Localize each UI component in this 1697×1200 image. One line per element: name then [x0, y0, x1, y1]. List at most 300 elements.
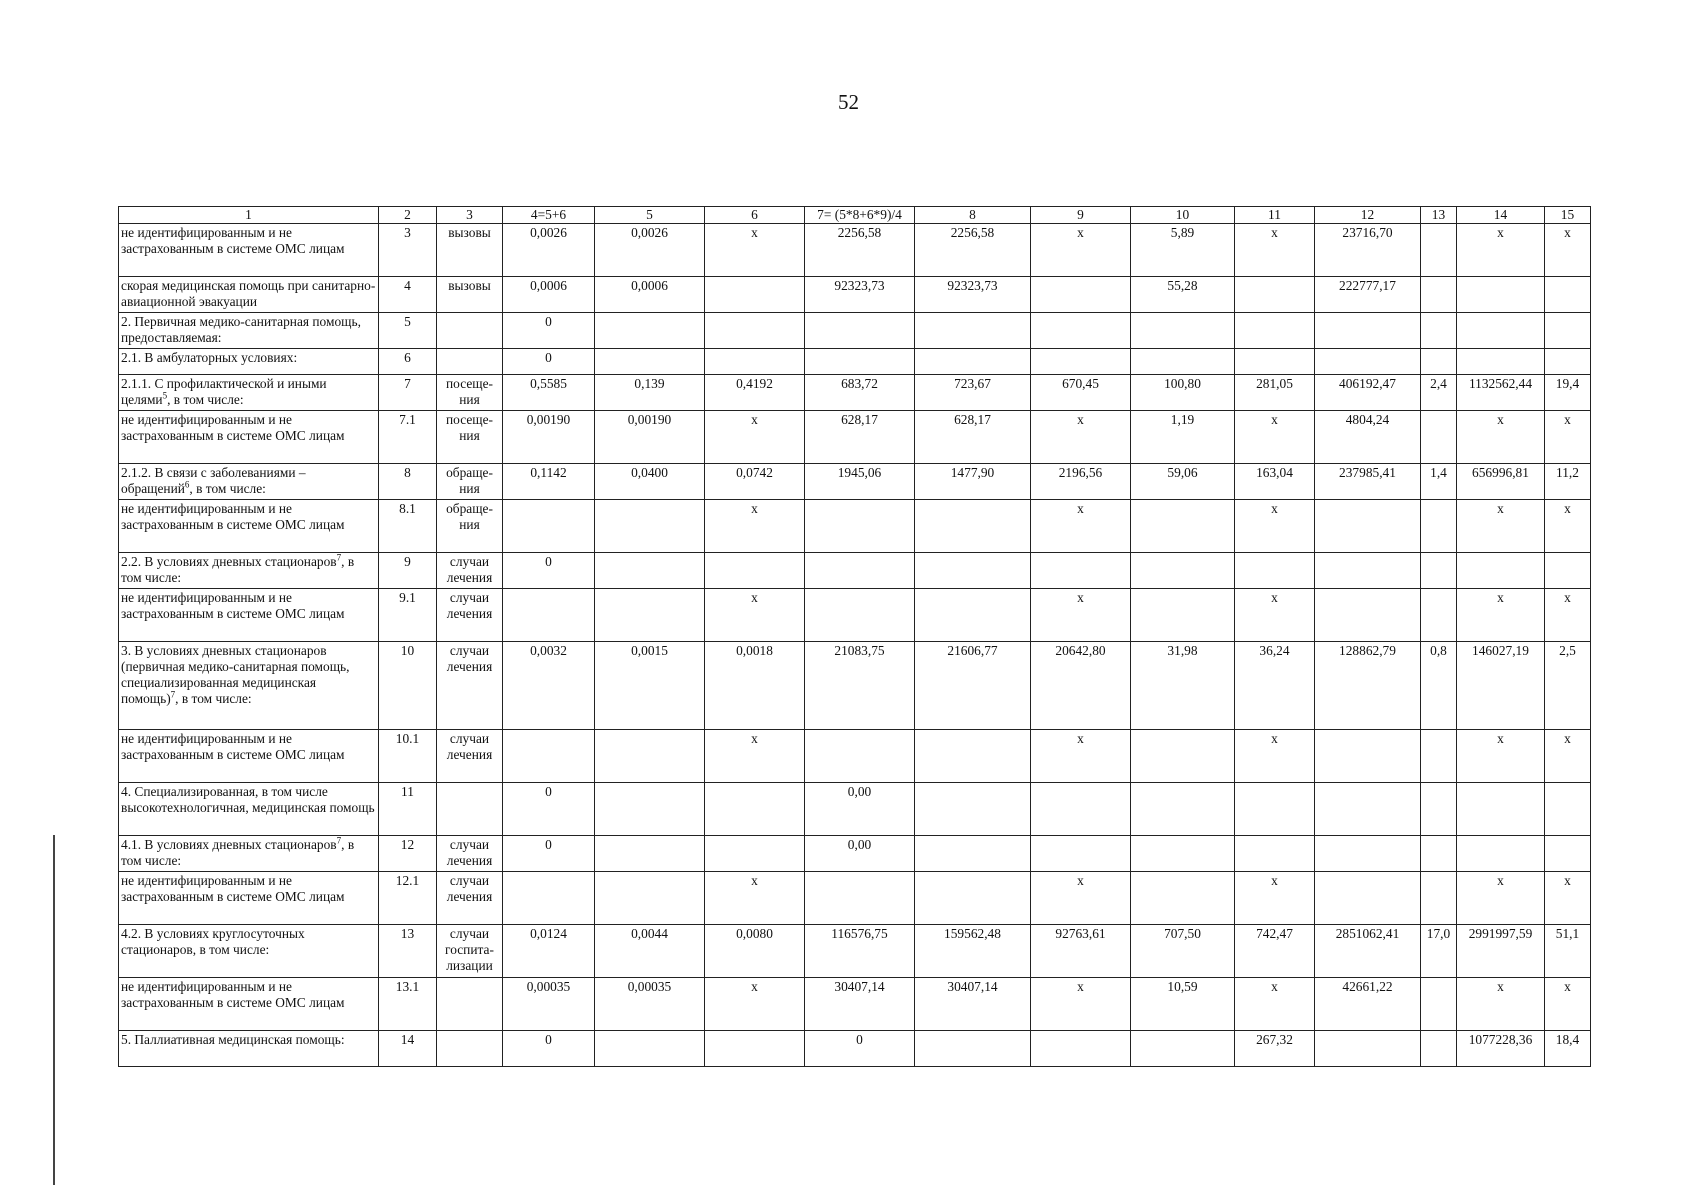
row-number: 12 [379, 836, 437, 872]
value-cell: 0,4192 [705, 375, 805, 411]
value-cell [595, 500, 705, 553]
value-cell: 0,0400 [595, 464, 705, 500]
table-row [119, 783, 1591, 836]
value-cell: 0 [503, 313, 595, 349]
value-cell [915, 836, 1031, 872]
value-cell [1457, 836, 1545, 872]
value-cell [595, 872, 705, 925]
value-cell [1031, 836, 1131, 872]
value-cell: 11,2 [1545, 464, 1591, 500]
footnote-ref: 5 [162, 390, 168, 401]
value-cell: х [1031, 224, 1131, 277]
table-row [119, 464, 1591, 500]
table-row [119, 589, 1591, 642]
value-cell [503, 500, 595, 553]
value-cell [915, 589, 1031, 642]
value-cell: х [1457, 978, 1545, 1031]
table-row [119, 553, 1591, 589]
row-name [119, 783, 379, 836]
value-cell: х [1457, 872, 1545, 925]
value-cell [705, 1031, 805, 1067]
value-cell [1421, 978, 1457, 1031]
header-cell: 15 [1545, 207, 1591, 224]
value-cell: х [1545, 730, 1591, 783]
table-row [119, 730, 1591, 783]
row-name [119, 925, 379, 978]
value-cell: х [705, 978, 805, 1031]
value-cell: х [1457, 730, 1545, 783]
row-name-text: не идентифицированным и не застрахованным в системе ОМС лицам [121, 225, 345, 256]
unit-cell: случаи лечения [437, 872, 503, 925]
value-cell [1315, 783, 1421, 836]
header-cell: 13 [1421, 207, 1457, 224]
value-cell [1421, 1031, 1457, 1067]
value-cell: 0,0018 [705, 642, 805, 730]
value-cell: 237985,41 [1315, 464, 1421, 500]
value-cell [1031, 277, 1131, 313]
row-name-text: не идентифицированным и не застрахованным в системе ОМС лицам [121, 873, 345, 904]
value-cell: 2256,58 [915, 224, 1031, 277]
row-name-text: 4.1. В условиях дневных стационаров [121, 837, 337, 852]
row-name [119, 375, 379, 411]
value-cell: 0,00035 [595, 978, 705, 1031]
row-number: 10 [379, 642, 437, 730]
value-cell: х [705, 224, 805, 277]
value-cell [595, 836, 705, 872]
table-row [119, 836, 1591, 872]
row-name [119, 349, 379, 375]
header-cell: 11 [1235, 207, 1315, 224]
unit-cell: случаи лечения [437, 642, 503, 730]
value-cell: 628,17 [915, 411, 1031, 464]
value-cell [1131, 872, 1235, 925]
value-cell [1235, 349, 1315, 375]
row-name-text: 2.1. В амбулаторных условиях: [121, 350, 298, 365]
value-cell: 1477,90 [915, 464, 1031, 500]
value-cell: 2256,58 [805, 224, 915, 277]
row-name-suffix: , в том числе: [175, 691, 252, 706]
value-cell [595, 730, 705, 783]
value-cell [1457, 313, 1545, 349]
value-cell: 0,0026 [595, 224, 705, 277]
row-name [119, 411, 379, 464]
value-cell [1545, 349, 1591, 375]
row-name-suffix: , в том числе: [167, 392, 244, 407]
value-cell: 31,98 [1131, 642, 1235, 730]
data-table [118, 206, 1591, 1067]
value-cell: 2196,56 [1031, 464, 1131, 500]
value-cell [1131, 730, 1235, 783]
header-cell: 4=5+6 [503, 207, 595, 224]
value-cell [1545, 783, 1591, 836]
row-name-text: 3. В условиях дневных стационаров (первичная медико-санитарная помощь, специализированная медицинская помощь) [121, 643, 350, 706]
unit-cell: случаи лечения [437, 730, 503, 783]
table-body [119, 207, 1591, 1067]
row-name [119, 589, 379, 642]
row-number: 8 [379, 464, 437, 500]
unit-cell: случаи лечения [437, 836, 503, 872]
value-cell: 1,19 [1131, 411, 1235, 464]
row-name-text: 2. Первичная медико-санитарная помощь, предоставляемая: [121, 314, 361, 345]
row-name-suffix: , в том числе: [189, 481, 266, 496]
row-name-text: 2.1.2. В связи с заболеваниями – обращений [121, 465, 306, 496]
value-cell [805, 872, 915, 925]
unit-cell [437, 978, 503, 1031]
value-cell: х [1235, 224, 1315, 277]
row-name [119, 313, 379, 349]
table-row [119, 500, 1591, 553]
value-cell: 683,72 [805, 375, 915, 411]
value-cell: х [1235, 730, 1315, 783]
page-number: 52 [838, 90, 859, 114]
value-cell [1315, 836, 1421, 872]
row-name-suffix: , в том числе: [121, 554, 355, 585]
row-name [119, 224, 379, 277]
value-cell: 267,32 [1235, 1031, 1315, 1067]
value-cell [1421, 872, 1457, 925]
header-cell: 8 [915, 207, 1031, 224]
value-cell [805, 589, 915, 642]
header-cell: 10 [1131, 207, 1235, 224]
value-cell [805, 349, 915, 375]
unit-cell [437, 349, 503, 375]
row-number: 9 [379, 553, 437, 589]
value-cell: 0,0080 [705, 925, 805, 978]
value-cell: 116576,75 [805, 925, 915, 978]
value-cell [1131, 553, 1235, 589]
value-cell: 36,24 [1235, 642, 1315, 730]
value-cell: 0 [503, 349, 595, 375]
value-cell: 1132562,44 [1457, 375, 1545, 411]
value-cell [1421, 783, 1457, 836]
value-cell: 0 [503, 836, 595, 872]
value-cell: 42661,22 [1315, 978, 1421, 1031]
row-number: 10.1 [379, 730, 437, 783]
value-cell: 656996,81 [1457, 464, 1545, 500]
value-cell [1315, 730, 1421, 783]
value-cell [1031, 553, 1131, 589]
value-cell: х [705, 500, 805, 553]
value-cell [595, 349, 705, 375]
table-row [119, 411, 1591, 464]
value-cell: 0,00190 [503, 411, 595, 464]
scan-edge-line [53, 835, 55, 1185]
value-cell [805, 313, 915, 349]
footnote-ref: 7 [336, 835, 342, 846]
value-cell [1315, 589, 1421, 642]
value-cell: 2991997,59 [1457, 925, 1545, 978]
value-cell: 723,67 [915, 375, 1031, 411]
value-cell [915, 872, 1031, 925]
value-cell [1031, 313, 1131, 349]
value-cell: х [1235, 500, 1315, 553]
row-number: 9.1 [379, 589, 437, 642]
value-cell [503, 872, 595, 925]
value-cell [1031, 783, 1131, 836]
value-cell: 10,59 [1131, 978, 1235, 1031]
value-cell: х [1545, 500, 1591, 553]
value-cell [1421, 313, 1457, 349]
footnote-ref: 6 [184, 479, 190, 490]
header-cell: 1 [119, 207, 379, 224]
value-cell: х [1545, 589, 1591, 642]
value-cell: 0,00 [805, 783, 915, 836]
value-cell: 0,00190 [595, 411, 705, 464]
value-cell: 0 [503, 783, 595, 836]
value-cell [1235, 836, 1315, 872]
header-cell: 14 [1457, 207, 1545, 224]
value-cell: 92323,73 [915, 277, 1031, 313]
value-cell: 0,0026 [503, 224, 595, 277]
value-cell [1131, 1031, 1235, 1067]
value-cell [1131, 500, 1235, 553]
value-cell [595, 313, 705, 349]
value-cell [1315, 313, 1421, 349]
table-row [119, 224, 1591, 277]
value-cell [1457, 783, 1545, 836]
value-cell: 128862,79 [1315, 642, 1421, 730]
row-name-text: не идентифицированным и не застрахованным в системе ОМС лицам [121, 979, 345, 1010]
value-cell: 222777,17 [1315, 277, 1421, 313]
row-name [119, 730, 379, 783]
row-name [119, 978, 379, 1031]
value-cell: х [1031, 872, 1131, 925]
value-cell [1131, 783, 1235, 836]
header-cell: 12 [1315, 207, 1421, 224]
value-cell [1421, 224, 1457, 277]
value-cell [915, 500, 1031, 553]
value-cell: 19,4 [1545, 375, 1591, 411]
value-cell: 406192,47 [1315, 375, 1421, 411]
value-cell [1235, 313, 1315, 349]
table-row [119, 642, 1591, 730]
unit-cell: посеще-ния [437, 375, 503, 411]
value-cell: 23716,70 [1315, 224, 1421, 277]
value-cell: х [705, 730, 805, 783]
row-name-text: 4.2. В условиях круглосуточных стационаров, в том числе: [121, 926, 305, 957]
row-number: 13 [379, 925, 437, 978]
value-cell: 628,17 [805, 411, 915, 464]
value-cell: 17,0 [1421, 925, 1457, 978]
value-cell: х [1235, 411, 1315, 464]
row-name [119, 464, 379, 500]
value-cell [1131, 589, 1235, 642]
value-cell: 4804,24 [1315, 411, 1421, 464]
value-cell: 30407,14 [915, 978, 1031, 1031]
table-row [119, 349, 1591, 375]
value-cell: х [705, 411, 805, 464]
value-cell [1131, 349, 1235, 375]
table-row [119, 925, 1591, 978]
value-cell [1421, 553, 1457, 589]
row-name-text: 2.2. В условиях дневных стационаров [121, 554, 337, 569]
header-cell: 3 [437, 207, 503, 224]
value-cell: 0 [503, 1031, 595, 1067]
row-name-text: не идентифицированным и не застрахованным в системе ОМС лицам [121, 731, 345, 762]
value-cell: 20642,80 [1031, 642, 1131, 730]
unit-cell [437, 1031, 503, 1067]
value-cell: 5,89 [1131, 224, 1235, 277]
value-cell: х [1457, 500, 1545, 553]
row-number: 8.1 [379, 500, 437, 553]
value-cell: 670,45 [1031, 375, 1131, 411]
value-cell: 1,4 [1421, 464, 1457, 500]
value-cell [705, 313, 805, 349]
value-cell: 0,5585 [503, 375, 595, 411]
row-name-text: не идентифицированным и не застрахованным в системе ОМС лицам [121, 412, 345, 443]
row-name [119, 277, 379, 313]
row-number: 7.1 [379, 411, 437, 464]
value-cell [705, 349, 805, 375]
value-cell [1545, 277, 1591, 313]
unit-cell: вызовы [437, 277, 503, 313]
value-cell: 1077228,36 [1457, 1031, 1545, 1067]
value-cell [1545, 553, 1591, 589]
value-cell [1421, 349, 1457, 375]
value-cell: х [1235, 872, 1315, 925]
value-cell: 2851062,41 [1315, 925, 1421, 978]
value-cell: 0,0015 [595, 642, 705, 730]
value-cell: х [1031, 500, 1131, 553]
value-cell: 2,5 [1545, 642, 1591, 730]
value-cell: 0,0006 [595, 277, 705, 313]
value-cell: 146027,19 [1457, 642, 1545, 730]
row-number: 11 [379, 783, 437, 836]
value-cell [1421, 589, 1457, 642]
value-cell [1031, 1031, 1131, 1067]
row-name-text: не идентифицированным и не застрахованным в системе ОМС лицам [121, 501, 345, 532]
value-cell [1131, 313, 1235, 349]
row-name-text: скорая медицинская помощь при санитарно-авиационной эвакуации [121, 278, 376, 309]
value-cell [705, 553, 805, 589]
value-cell [595, 553, 705, 589]
table-row [119, 277, 1591, 313]
value-cell: 163,04 [1235, 464, 1315, 500]
value-cell: 21606,77 [915, 642, 1031, 730]
value-cell [1315, 872, 1421, 925]
value-cell: 0,00035 [503, 978, 595, 1031]
value-cell [915, 1031, 1031, 1067]
value-cell [915, 313, 1031, 349]
value-cell [1457, 553, 1545, 589]
unit-cell: случаи лечения [437, 553, 503, 589]
value-cell: 59,06 [1131, 464, 1235, 500]
value-cell: 1945,06 [805, 464, 915, 500]
value-cell: 0,1142 [503, 464, 595, 500]
value-cell: 0,00 [805, 836, 915, 872]
value-cell [1031, 349, 1131, 375]
value-cell: х [1545, 411, 1591, 464]
row-name [119, 872, 379, 925]
value-cell [595, 783, 705, 836]
header-cell: 5 [595, 207, 705, 224]
value-cell [503, 589, 595, 642]
value-cell: 0,0006 [503, 277, 595, 313]
value-cell [595, 1031, 705, 1067]
value-cell [915, 730, 1031, 783]
value-cell [1131, 836, 1235, 872]
header-row [119, 207, 1591, 224]
row-number: 5 [379, 313, 437, 349]
value-cell: х [1457, 411, 1545, 464]
value-cell [805, 553, 915, 589]
value-cell: 92763,61 [1031, 925, 1131, 978]
value-cell [805, 500, 915, 553]
value-cell: х [1457, 224, 1545, 277]
value-cell [1545, 313, 1591, 349]
value-cell [1315, 500, 1421, 553]
value-cell [1545, 836, 1591, 872]
value-cell [1421, 277, 1457, 313]
unit-cell: случаи госпита-лизации [437, 925, 503, 978]
value-cell [705, 836, 805, 872]
row-number: 4 [379, 277, 437, 313]
value-cell: х [705, 589, 805, 642]
value-cell: 281,05 [1235, 375, 1315, 411]
table-row [119, 375, 1591, 411]
row-name-text: 2.1.1. С профилактической и иными целями [121, 376, 327, 407]
table-row [119, 872, 1591, 925]
value-cell [915, 349, 1031, 375]
value-cell: 0 [503, 553, 595, 589]
unit-cell [437, 313, 503, 349]
value-cell: х [1031, 978, 1131, 1031]
value-cell: 0,139 [595, 375, 705, 411]
value-cell: 21083,75 [805, 642, 915, 730]
value-cell [1315, 553, 1421, 589]
header-cell: 2 [379, 207, 437, 224]
value-cell: 0,0032 [503, 642, 595, 730]
value-cell [1235, 277, 1315, 313]
value-cell: х [1457, 589, 1545, 642]
unit-cell: обраще-ния [437, 500, 503, 553]
value-cell: 100,80 [1131, 375, 1235, 411]
row-number: 7 [379, 375, 437, 411]
value-cell: 159562,48 [915, 925, 1031, 978]
row-name-suffix: , в том числе: [121, 837, 355, 868]
value-cell [1457, 349, 1545, 375]
footnote-ref: 7 [336, 552, 342, 563]
value-cell: х [1031, 589, 1131, 642]
row-name-text: не идентифицированным и не застрахованным в системе ОМС лицам [121, 590, 345, 621]
value-cell: 30407,14 [805, 978, 915, 1031]
header-cell: 6 [705, 207, 805, 224]
value-cell: 0,0044 [595, 925, 705, 978]
value-cell [705, 783, 805, 836]
value-cell [1315, 349, 1421, 375]
value-cell [805, 730, 915, 783]
row-number: 6 [379, 349, 437, 375]
value-cell: х [1545, 978, 1591, 1031]
value-cell: 0 [805, 1031, 915, 1067]
value-cell: х [1545, 872, 1591, 925]
value-cell [1457, 277, 1545, 313]
row-number: 3 [379, 224, 437, 277]
table-row [119, 978, 1591, 1031]
value-cell: х [1235, 978, 1315, 1031]
value-cell: х [1235, 589, 1315, 642]
row-number: 13.1 [379, 978, 437, 1031]
value-cell: х [705, 872, 805, 925]
value-cell: 2,4 [1421, 375, 1457, 411]
value-cell: х [1545, 224, 1591, 277]
value-cell [1421, 730, 1457, 783]
row-number: 14 [379, 1031, 437, 1067]
value-cell: х [1031, 411, 1131, 464]
row-name [119, 500, 379, 553]
value-cell [1421, 411, 1457, 464]
value-cell: 0,0124 [503, 925, 595, 978]
